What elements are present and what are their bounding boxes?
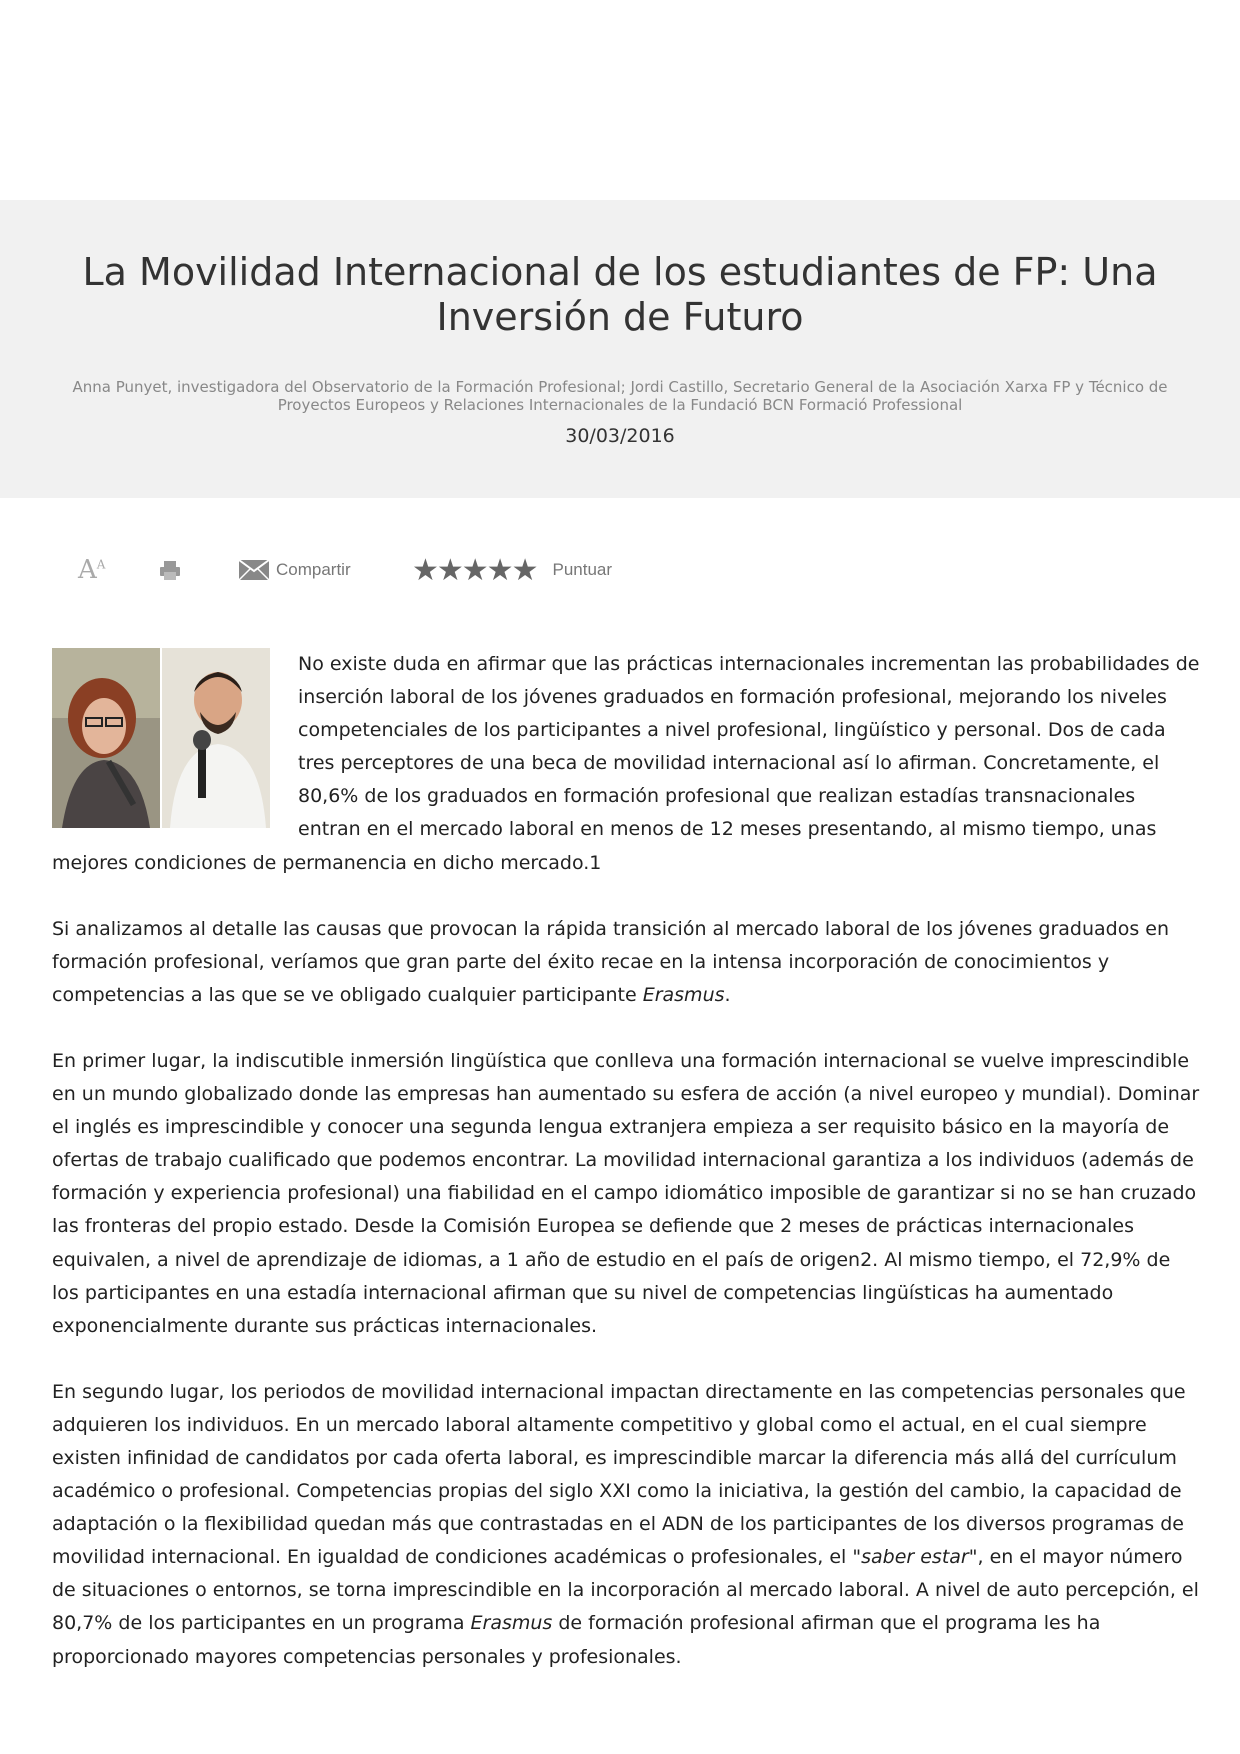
paragraph-1: No existe duda en afirmar que las prácticas internacionales incrementan las probabilidades de inserción laboral de los jóvenes graduados en formación profesional, mejorando los niveles competenciales de los participantes a nivel profesional, lingüístico y personal. Dos de cada tres perceptores de una beca de movilidad internacional así lo afirman. Concretamente, el 80,6% de los graduados en formación profesional que realizan estadías transnacionales entran en el mercado laboral en menos de 12 meses presentando, al mismo tiempo, unas mejores condiciones de permanencia en dicho mercado.1 (52, 653, 1200, 874)
author-photo-man (162, 648, 270, 828)
print-icon (158, 558, 182, 582)
font-size-icon: $A^A$ (78, 555, 106, 585)
authors-photo (52, 648, 270, 828)
share-button[interactable] (238, 552, 351, 588)
print-button[interactable] (158, 552, 188, 588)
share-label: Compartir (276, 560, 351, 579)
article-toolbar (78, 552, 678, 588)
paragraph-4: En segundo lugar, los periodos de movilidad internacional impactan directamente en las competencias personales que adquieren los individuos. En un mercado laboral altamente competitivo y global como el actual, en el cual siempre existen infinidad de candidatos por cada oferta laboral, es imprescindible marcar la diferencia más allá del currículum académico o profesional. Competencias propias del siglo XXI como la iniciativa, la gestión del cambio, la capacidad de adaptación o la flexibilidad quedan más que contrastadas en el ADN de los participantes de los diversos programas de movilidad internacional. En igualdad de condiciones académicas o profesionales, el "saber estar", en el mayor número de situaciones o entornos, se torna imprescindible en la incorporación al mercado laboral. A nivel de auto percepción, el 80,7% de los participantes en un programa Erasmus de formación profesional afirman que el programa les ha proporcionado mayores competencias personales y profesionales. (52, 1380, 1199, 1668)
paragraph-3: En primer lugar, la indiscutible inmersión lingüística que conlleva una formación internacional se vuelve imprescindible en un mundo globalizado donde las empresas han aumentado su esfera de acción (a nivel europeo y mundial). Dominar el inglés es imprescindible y conocer una segunda lengua extranjera empieza a ser requisito básico en la mayoría de ofertas de trabajo cualificado que podemos encontrar. La movilidad internacional garantiza a los individuos (además de formación y experiencia profesional) una fiabilidad en el campo idiomático imposible de garantizar si no se han cruzado las fronteras del propio estado. Desde la Comisión Europea se defiende que 2 meses de prácticas internacionales equivalen, a nivel de aprendizaje de idiomas, a 1 año de estudio en el país de origen2. Al mismo tiempo, el 72,9% de los participantes en una estadía internacional afirman que su nivel de competencias lingüísticas ha aumentado exponencialmente durante sus prácticas internacionales. (52, 1049, 1200, 1337)
rate-button[interactable] (412, 552, 612, 588)
paragraph-2: Si analizamos al detalle las causas que provocan la rápida transición al mercado laboral de los jóvenes graduados en formación profesional, veríamos que gran parte del éxito recae en la intensa incorporación de conocimientos y competencias a las que se ve obligado cualquier participante Erasmus. (52, 917, 1170, 1006)
author-line: Anna Punyet, investigadora del Observatorio de la Formación Profesional; Jordi Castillo, Secretario General de la Asociación Xarxa FP y Técnico de Proyectos Europeos y Relaciones Internacionales de la Fundació BCN Formació Professional (72, 378, 1168, 414)
article-body (52, 648, 1200, 1668)
star-rating-icon: ★★★★★ (412, 553, 537, 587)
envelope-icon (238, 559, 270, 581)
publish-date: 30/03/2016 (565, 425, 675, 447)
font-size-button[interactable] (78, 552, 114, 588)
page-title: La Movilidad Internacional de los estudiantes de FP: Una Inversión de Futuro (82, 250, 1158, 339)
article-header (0, 200, 1240, 498)
author-photo-woman (52, 648, 160, 828)
rate-label: Puntuar (552, 560, 613, 579)
